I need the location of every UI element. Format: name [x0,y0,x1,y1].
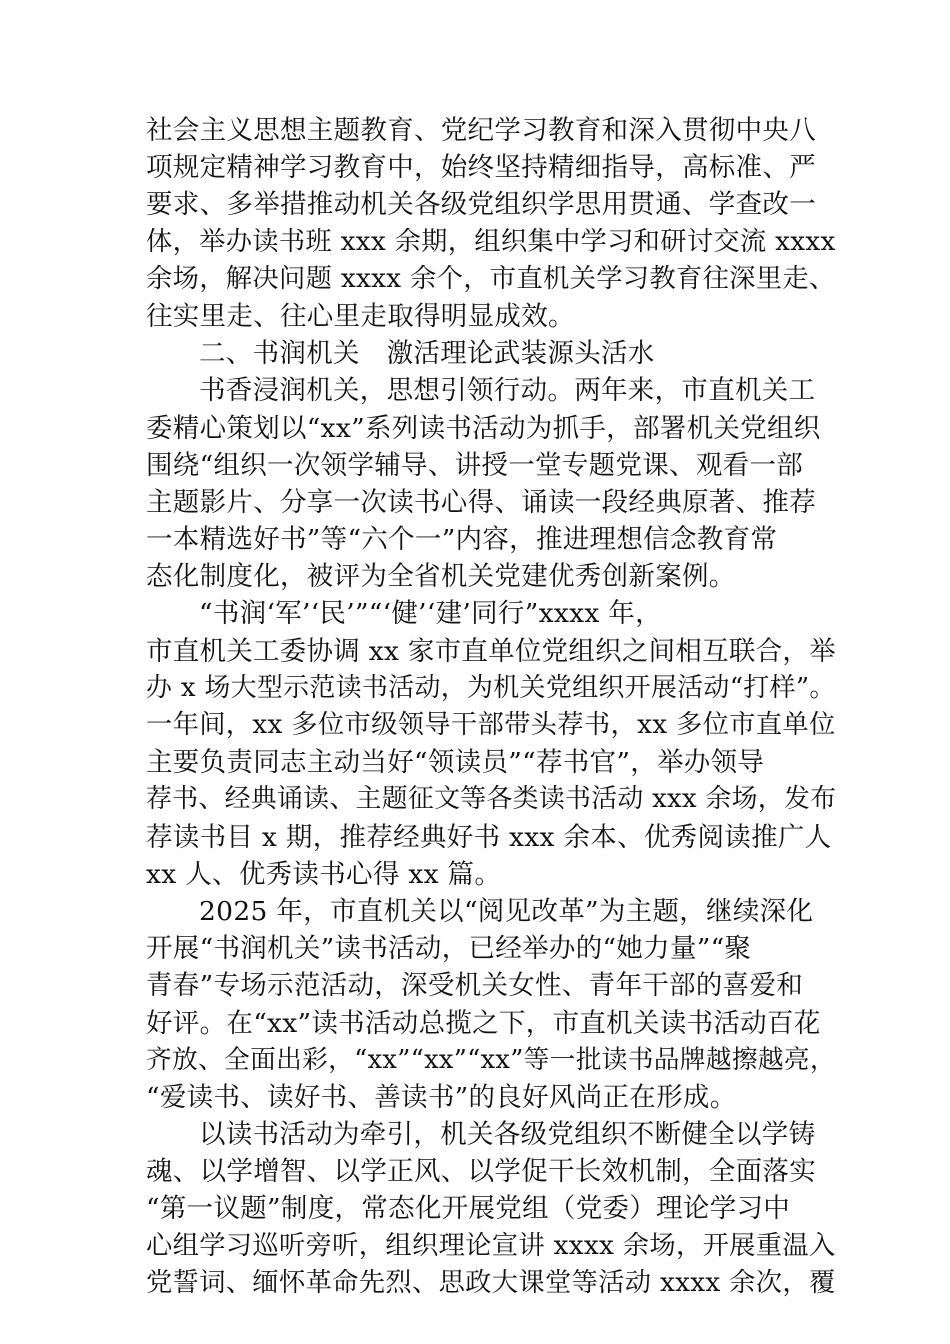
text-line: 办 x 场大型示范读书活动，为机关党组织开展活动“打样”。 [146,672,836,703]
text-line: “第一议题”制度，常态化开展党组（党委）理论学习中 [146,1193,791,1225]
text-line: 委精心策划以“xx”系列读书活动为抓手，部署机关党组织 [146,412,821,444]
text-line: 2025 年，市直机关以“阅见改革”为主题，继续深化 [199,895,814,927]
text-line: 以读书活动为牵引，机关各级党组织不断健全以学铸 [199,1119,816,1151]
text-line: 一本精选好书”等“六个一”内容，推进理想信念教育常 [146,524,778,556]
text-line: 要求、多举措推动机关各级党组织学思用贯通、学查改一 [146,189,816,221]
text-line: 体，举办读书班 xxx 余期，组织集中学习和研讨交流 xxxx [146,226,836,257]
text-line: 主题影片、分享一次读书心得、诵读一段经典原著、推荐 [146,486,816,518]
text-line: xx 人、优秀读书心得 xx 篇。 [146,858,502,890]
text-line: 党誓词、缅怀革命先烈、思政大课堂等活动 xxxx 余次，覆 [146,1267,836,1298]
text-line: 齐放、全面出彩，“xx”“xx”“xx”等一批读书品牌越擦越亮， [146,1044,836,1075]
text-line: 一年间，xx 多位市级领导干部带头荐书，xx 多位市直单位 [146,710,836,740]
text-line: 青春”专场示范活动，深受机关女性、青年干部的喜爱和 [146,970,804,1002]
text-line: 魂、以学增智、以学正风、以学促干长效机制，全面落实 [146,1156,816,1188]
text-line: 荐读书目 x 期，推荐经典好书 xxx 余本、优秀阅读推广人 [146,821,832,853]
text-line: 主要负责同志主动当好“领读员”“荐书官”，举办领导 [146,747,765,779]
text-line: “书润‘军’‘民’”“‘健’‘建’同行”xxxx 年， [199,598,662,630]
text-line: 开展“书润机关”读书活动，已经举办的“她力量”“聚 [146,933,752,965]
text-line: 往实里走、往心里走取得明显成效。 [146,300,575,332]
text-line: 围绕“组织一次领学辅导、讲授一堂专题党课、观看一部 [146,449,804,481]
text-line: 市直机关工委协调 xx 家市直单位党组织之间相互联合，举 [146,635,836,667]
text-line: 荐书、经典诵读、主题征文等各类读书活动 xxx 余场，发布 [146,784,837,815]
text-line: 余场，解决问题 xxxx 余个，市直机关学习教育往深里走、 [146,263,836,294]
text-line: 书香浸润机关，思想引领行动。两年来，市直机关工 [199,375,816,407]
text-line: “爱读书、读好书、善读书”的良好风尚正在形成。 [146,1081,737,1113]
text-line: 项规定精神学习教育中，始终坚持精细指导，高标准、严 [146,152,816,184]
document-body [146,112,837,1302]
text-line: 态化制度化，被评为全省机关党建优秀创新案例。 [146,561,736,593]
text-line: 社会主义思想主题教育、党纪学习教育和深入贯彻中央八 [146,115,816,146]
text-line: 二、书润机关 激活理论武装源头活水 [199,338,655,370]
text-line: 好评。在“xx”读书活动总揽之下，市直机关读书活动百花 [146,1007,821,1039]
text-line: 心组学习巡听旁听，组织理论宣讲 xxxx 余场，开展重温入 [146,1230,836,1261]
